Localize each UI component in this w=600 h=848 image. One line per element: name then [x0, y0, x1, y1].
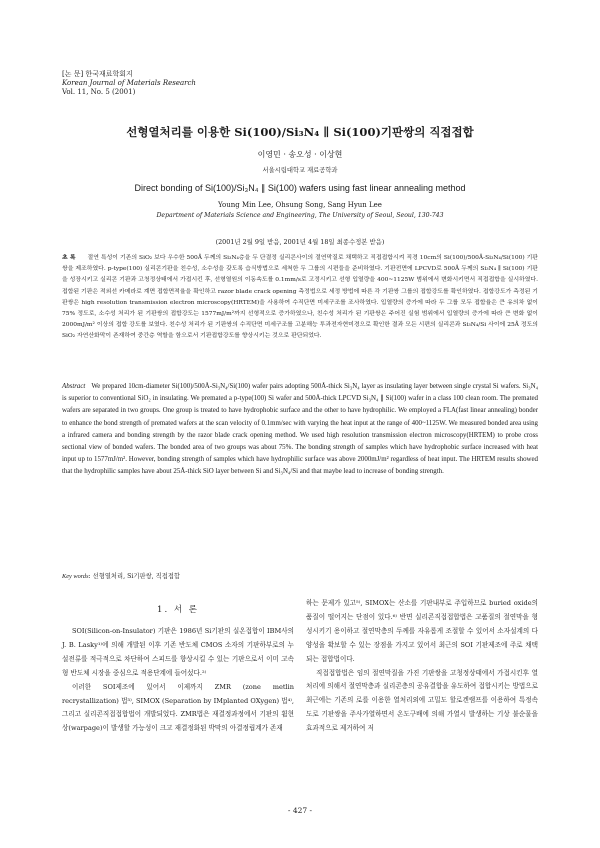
left-column — [62, 597, 294, 736]
abstract-korean-label: 초 록 — [62, 254, 76, 261]
abstract-english — [62, 381, 538, 479]
paragraph: SOI(Silicon-on-Insulator) 기판은 1986년 Si기판의 실온접합이 IBM사의 J. B. Lasky¹⁾에 의해 개발된 이후 기존 반도체 CMOS 소자의 기판하부로의 누설전류를 적극적으로 차단하여 스피드를 향상시킬 수 있는 기판으로서 이미 고속형 반도체 시장을 중심으로 적용단계에 들어섰다.²⁾ — [62, 627, 294, 677]
paragraph: 직접접합법은 임의 절연막질을 가진 기판쌍을 고청정상태에서 가접시킨후 열처리에 의해서 절연막층과 실리콘층의 공유결합을 유도하여 접합시키는 방법으로 최근에는 기존의 로를 이용한 열처리외에 고밀도 할로겐램프를 이용하여 특정속도로 기판쌍을 주사가열하면서 온도구배에 의해 가열시 발생하는 기상 불순물을 효과적으로 제거하여 저 — [306, 668, 538, 733]
section-heading-introduction: 1. 서 론 — [157, 605, 199, 615]
authors-korean: 이영민 · 송오성 · 이상현 — [257, 150, 343, 159]
title-korean: 선형열처리를 이용한 Si(100)/Si₃N₄ ∥ Si(100)기판쌍의 직접접합 — [126, 125, 474, 139]
abstract-korean-text: 절연 특성이 기존의 SiO₂ 보다 우수한 500Å 두께의 Si₃N₄층을 두 단결정 실리콘사이의 절연막질로 채택하고 직접접합시켜 직경 10cm의 Si(100)/500Å-Si₃N₄/Si(100) 기판쌍을 제조하였다. p-type(100) 실리콘기판을 친수성, 소수성을 갖도록 습식방법으로 세척한 두 그룹의 시편들을 준비하였다. 기판전면에 LPCVD로 500Å 두께의 Si₃N₄ ∥ Si(100) 기판을 성장시키고 실리콘 기판과 고청정상태에서 가접시킨 후, 선형열원의 이동속도를 0.1mm/s로 고정시키고 선형 입열량을 400~1125W 범위에서 변화시키면서 직접접합을 실시하였다. 접합된 기판은 적외선 카메라로 계면 접합면적율을 확인하고 razor blade crack opening 측정법으로 세정 방법에 따른 각 기판쌍 그룹의 접합강도를 확인하였다. 접합강도가 측정된 기판쌍은 high resolution transmission electron microscopy(HRTEM)을 사용하여 수직단면 미세구조를 조사하였다. 입열량의 증가에 따라 두 그룹 모두 접합율은 큰 유의차 없이 75% 정도로, 소수성 처리가 된 기판쌍의 접합강도는 1577mJ/m²까지 선형적으로 증가하였으나, 친수성 처리가 된 기판쌍은 주어진 실험 범위에서 입열량의 증가에 따라 큰 변화 없이 2000mJ/m² 이상의 접합 강도를 보였다. 친수성 처리가 된 기판쌍의 수직단면 미세구조를 고분해능 투과전자현미경으로 확인한 결과 모든 시편의 실리콘과 Si₃N₄/Si 사이에 25Å 정도의 SiO₂ 자연산화막이 존재하여 중간층 역할을 함으로서 기판접합강도를 향상시키는 것으로 판단되었다. — [62, 255, 538, 340]
journal-name-ko: [논 문] 한국재료학회지 — [62, 70, 133, 78]
paragraph: 하는 문제가 있고⁵⁾, SIMOX는 산소를 기판내부로 주입하므로 buried oxide의 품질이 떨어지는 단점이 있다.⁶⁾ 반면 실리콘직접접합법은 고품질의 절연막을 형성시키기 용이하고 절연막층의 두께를 자유롭게 조절할 수 있어서 소자설계의 다양성을 확보할 수 있는 장점을 가지고 있어서 최근의 SOI 기판제조에 주로 채택되는 접합법이다. — [306, 599, 538, 663]
abstract-english-label: Abstract — [62, 383, 86, 390]
journal-name-en: Korean Journal of Materials Research — [62, 79, 196, 87]
authors-english: Young Min Lee, Ohsung Song, Sang Hyun Lee — [218, 201, 382, 209]
right-column — [306, 597, 538, 736]
keywords — [62, 571, 538, 580]
affiliation-korean: 서울시립대학교 재료공학과 — [262, 167, 338, 174]
journal-header — [62, 70, 196, 97]
paragraph: 이러한 SOI제조에 있어서 이제까지 ZMR (zone metlin recrystallization) 법³⁾, SIMOX (Separation by IMplanted OXygen) 법⁴⁾, 그리고 실리콘직접접합법이 개발되었다. ZMR법은 재결정과정에서 기판의 휨현상(warpage)이 발생할 가능성이 크고 재결정화된 박막의 아결정립계가 존재 — [62, 682, 294, 733]
left-column-text — [62, 625, 294, 736]
keywords-label: Key words — [62, 573, 89, 580]
abstract-english-text: We prepared 10cm-diameter Si(100)/500Å-Si₃N₄/Si(100) wafer pairs adopting 500Å-thick Si₃N₄ layer as insulating layer between single crystal Si wafers. Si₃N₄ is superior to conventional SiO₂ in insulating. We premated a p-type(100) Si wafer and 500Å-thick LPCVD Si₃N₄ ∥ Si(100) wafer in a class 100 clean room. The premated wafers are separated in two groups. One group is treated to have hydrophobic surface and the other to have hydrophilic. We employed a FLA(fast linear annealing) bonder to enhance the bond strength of premated wafers at the scan velocity of 0.1mm/sec with varying the heat input at the range of 400~1125W. We measured bonded area using a infrared camera and bonding strength by the razor blade crack opening method. We used high resolution transmission electron microscopy(HRTEM) to probe cross sectional view of bonded wafers. The bonded area of two groups was about 75%. The bonding strength of samples which have hydrophobic surface increased with heat input up to 1577mJ/m². However, bonding strength of samples which have hydrophilic surface was above 2000mJ/m² regardless of heat input. The HRTEM results showed that the hydrophilic samples have about 25Å-thick SiO layer between Si and Si₃N₄/Si and that maybe lead to increase of bonding strength. — [62, 383, 538, 476]
page-number: - 427 - — [287, 806, 313, 815]
received-dates: (2001년 2월 9일 받음, 2001년 4월 18일 최종수정본 받음) — [215, 238, 385, 246]
affiliation-english: Department of Materials Science and Engineering, The University of Seoul, Seoul, 130-743 — [156, 212, 444, 219]
title-english: Direct bonding of Si(100)/Si₃N₄ ∥ Si(100) wafers using fast linear annealing method — [134, 183, 466, 193]
keywords-text: : 선형열처리, Si기판쌍, 직접접합 — [88, 573, 180, 580]
right-column-text — [306, 597, 538, 736]
journal-volume: Vol. 11, No. 5 (2001) — [62, 88, 136, 96]
abstract-korean — [62, 252, 538, 343]
